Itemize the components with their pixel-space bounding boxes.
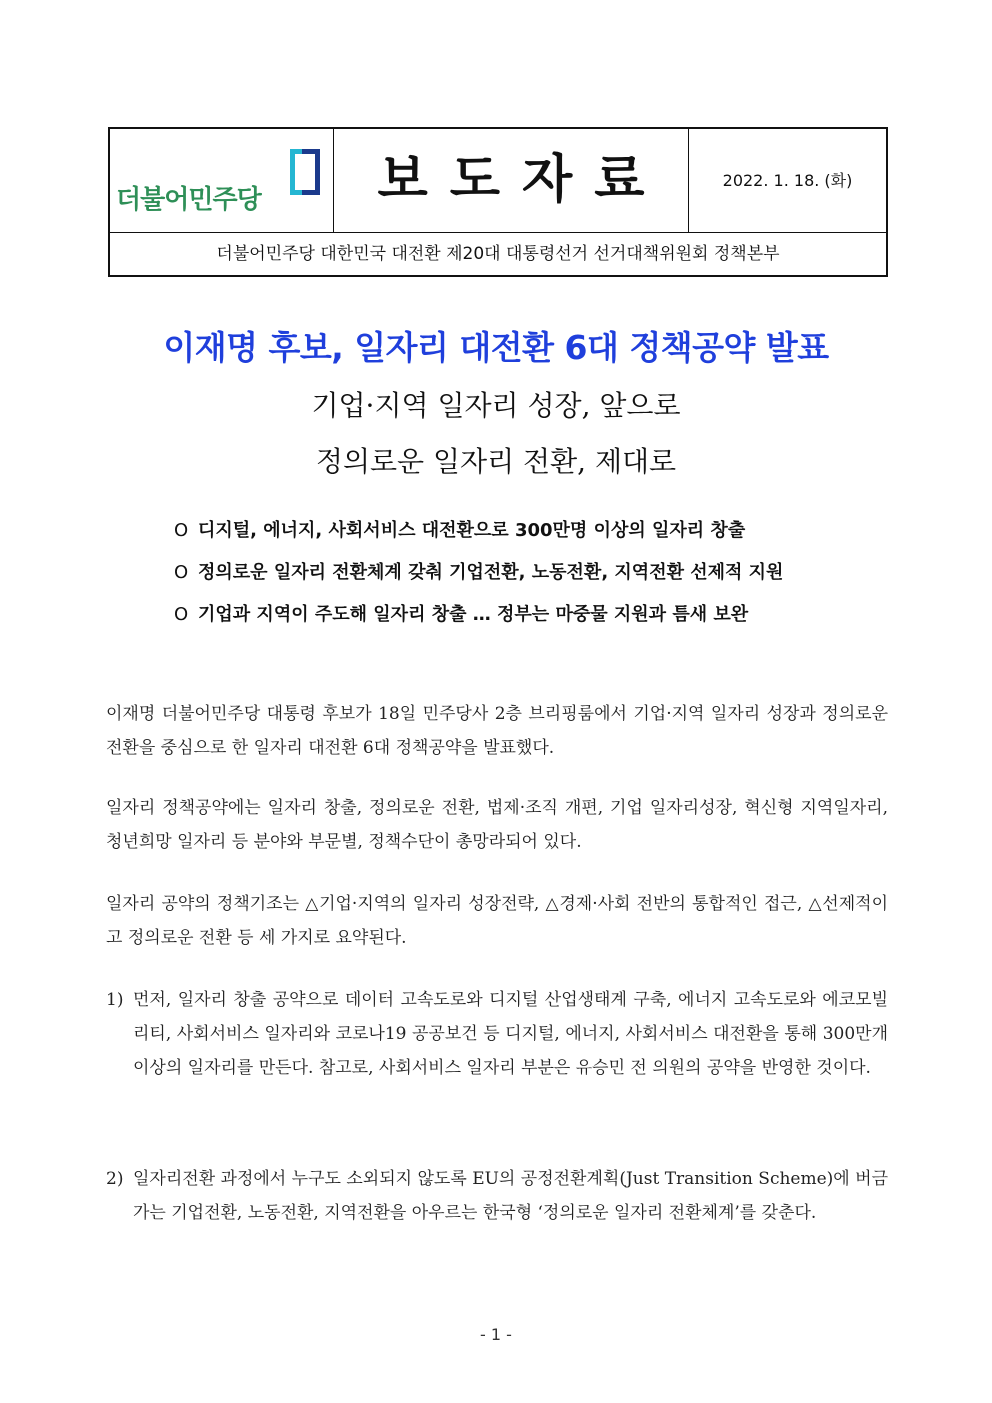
item-number: 1) <box>106 990 124 1010</box>
date-cell <box>689 129 886 232</box>
party-logo-cell <box>110 129 334 232</box>
bullet-text: 기업과 지역이 주도해 일자리 창출 … 정부는 마중물 지원과 틈새 보완 <box>198 604 749 625</box>
bullet-mark: O <box>174 562 189 583</box>
header-top-row <box>110 129 886 233</box>
party-logo-text: 더불어민주당 <box>116 185 261 215</box>
headline: 이재명 후보, 일자리 대전환 6대 정책공약 발표 <box>163 328 829 367</box>
subheading: 기업·지역 일자리 성장, 앞으로 <box>311 389 681 422</box>
item-text: 일자리전환 과정에서 누구도 소외되지 않도록 EU의 공정전환계획(Just Transition Scheme)에 버금가는 기업전환, 노동전환, 지역전환을 아우르는 한국형 ‘정의로운 일자리 전환체계’를 갖춘다. <box>133 1169 888 1223</box>
doc-type-title: 보도자료 <box>377 150 667 210</box>
release-date: 2022. 1. 18. (화) <box>722 171 853 190</box>
press-release-header <box>108 127 888 277</box>
organization-name: 더불어민주당 대한민국 대전환 제20대 대통령선거 선거대책위원회 정책본부 <box>216 244 780 264</box>
bullet-item <box>174 558 894 600</box>
numbered-item <box>106 983 888 1085</box>
doc-type-cell <box>334 129 689 232</box>
bullet-item <box>174 516 894 558</box>
bullet-text: 디지털, 에너지, 사회서비스 대전환으로 300만명 이상의 일자리 창출 <box>198 520 746 541</box>
page-number: - 1 - <box>480 1325 512 1344</box>
bullet-text: 정의로운 일자리 전환체계 갖춰 기업전환, 노동전환, 지역전환 선제적 지원 <box>198 562 784 583</box>
bullet-item <box>174 600 894 642</box>
header-bottom-row <box>110 233 886 275</box>
party-logo-icon <box>288 147 322 207</box>
summary-bullets <box>174 516 894 642</box>
numbered-item <box>106 1162 888 1230</box>
body-paragraph: 이재명 더불어민주당 대통령 후보가 18일 민주당사 2층 브리핑룸에서 기업·지역 일자리 성장과 정의로운 전환을 중심으로 한 일자리 대전환 6대 정책공약을 발표했다. <box>106 704 888 758</box>
bullet-mark: O <box>174 604 189 625</box>
subheading: 정의로운 일자리 전환, 제대로 <box>315 445 677 478</box>
item-number: 2) <box>106 1169 124 1189</box>
body-paragraph: 일자리 공약의 정책기조는 △기업·지역의 일자리 성장전략, △경제·사회 전반의 통합적인 접근, △선제적이고 정의로운 전환 등 세 가지로 요약된다. <box>106 894 888 948</box>
item-text: 먼저, 일자리 창출 공약으로 데이터 고속도로와 디지털 산업생태계 구축, 에너지 고속도로와 에코모빌리티, 사회서비스 일자리와 코로나19 공공보건 등 디지털, 에너지, 사회서비스 대전환을 통해 300만개 이상의 일자리를 만든다. 참고로, 사회서비스 일자리 부분은 유승민 전 의원의 공약을 반영한 것이다. <box>133 990 888 1078</box>
body-paragraph: 일자리 정책공약에는 일자리 창출, 정의로운 전환, 법제·조직 개편, 기업 일자리성장, 혁신형 지역일자리, 청년희망 일자리 등 분야와 부문별, 정책수단이 총망라되어 있다. <box>106 798 888 852</box>
bullet-mark: O <box>174 520 189 541</box>
